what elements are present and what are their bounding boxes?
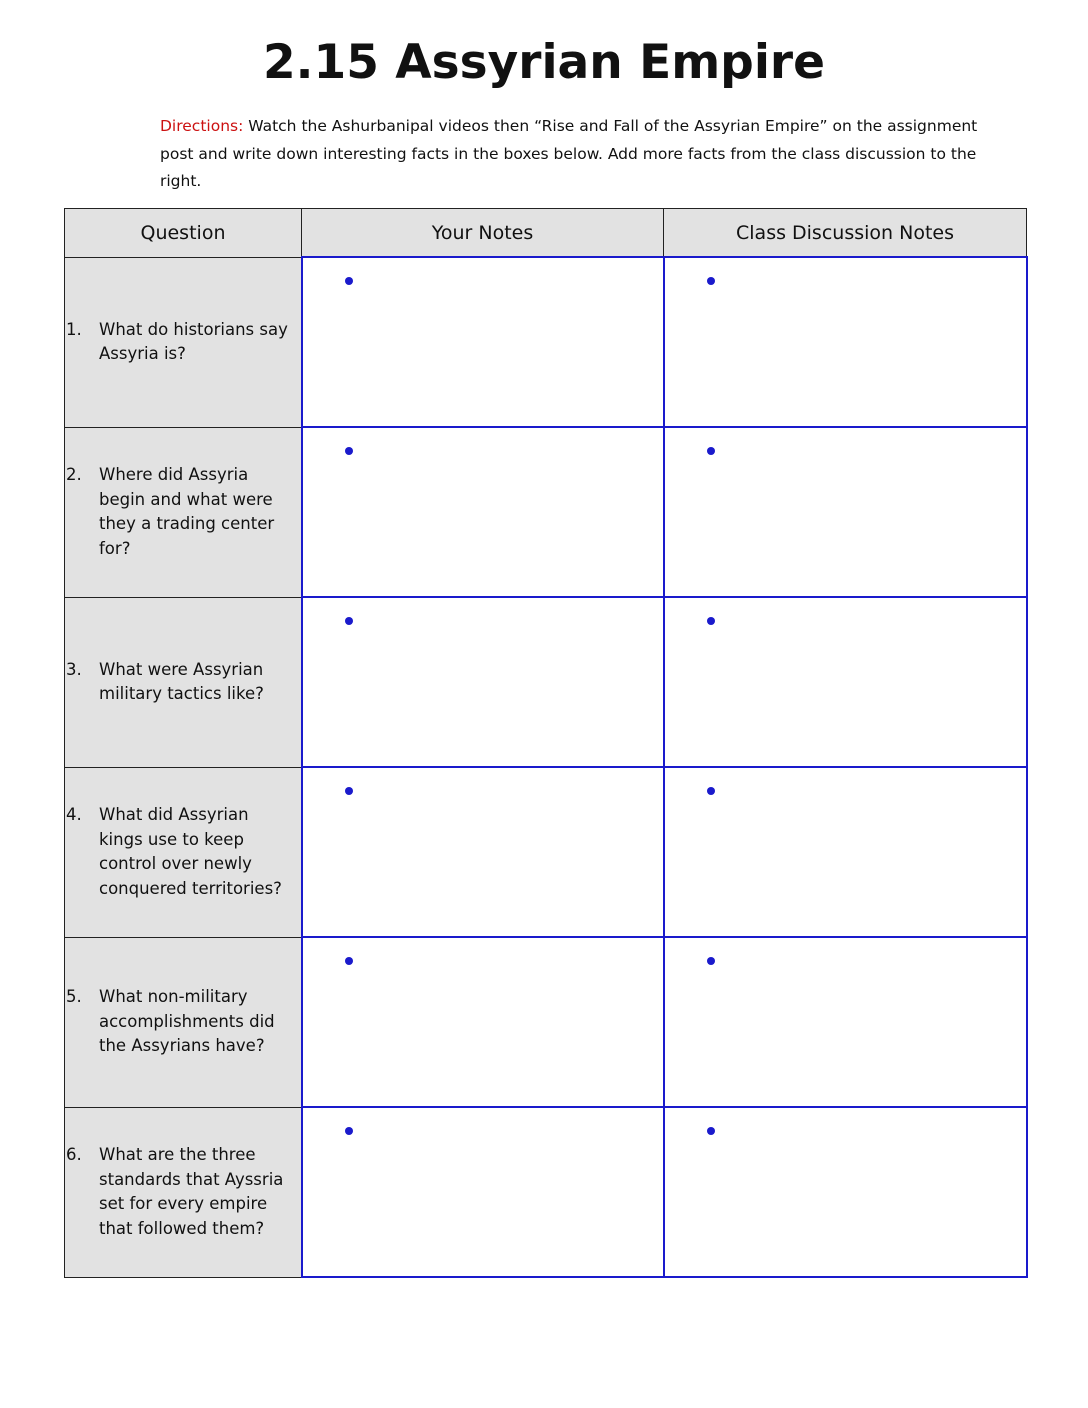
class-discussion-notes-box[interactable] [664,427,1027,597]
question-text: What do historians say Assyria is? [99,319,288,363]
class-discussion-notes-box[interactable] [664,937,1027,1107]
page-title: 2.15 Assyrian Empire [262,35,825,90]
question-text: Where did Assyria begin and what were they a trading center for? [99,465,275,558]
question-text: What non-military accomplishments did the Assyrians have? [99,987,275,1056]
bullet-icon [707,957,715,965]
table-row [65,1107,1027,1277]
question-text: What were Assyrian military tactics like? [99,659,264,703]
question-number: 2. [66,465,82,484]
question-cell [65,427,302,597]
question-cell [65,1107,302,1277]
table-row [65,427,1027,597]
directions-label: Directions: [160,117,244,135]
question-text: What are the three standards that Ayssria set for every empire that followed them? [99,1145,284,1238]
bullet-icon [707,447,715,455]
table-row [65,597,1027,767]
bullet-icon [345,277,353,285]
question-number: 1. [66,319,82,339]
question-cell [65,597,302,767]
bullet-icon [345,957,353,965]
question-text: What did Assyrian kings use to keep control over newly conquered territories? [99,805,282,898]
class-discussion-notes-box[interactable] [664,767,1027,937]
question-number: 6. [66,1145,82,1164]
class-discussion-notes-box[interactable] [664,257,1027,427]
bullet-icon [345,617,353,625]
your-notes-box[interactable] [302,427,664,597]
question-number: 3. [66,659,82,679]
question-cell [65,937,302,1107]
your-notes-box[interactable] [302,937,664,1107]
table-row [65,257,1027,427]
your-notes-box[interactable] [302,767,664,937]
question-cell [65,257,302,427]
table-row [65,937,1027,1107]
question-cell [65,767,302,937]
class-discussion-notes-box[interactable] [664,597,1027,767]
bullet-icon [707,617,715,625]
bullet-icon [345,787,353,795]
directions-text: Watch the Ashurbanipal videos then “Rise and Fall of the Assyrian Empire” on the assignment post and write down interesting facts in the boxes below. Add more facts from the class discussion to the right. [160,117,978,190]
your-notes-box[interactable] [302,1107,664,1277]
header-class-discussion-notes: Class Discussion Notes [664,209,1027,258]
question-number: 5. [66,987,82,1007]
bullet-icon [707,277,715,285]
directions [160,113,1010,196]
bullet-icon [707,787,715,795]
header-question: Question [65,209,302,258]
table-header-row [65,209,1027,258]
your-notes-box[interactable] [302,597,664,767]
bullet-icon [345,1127,353,1135]
worksheet-table [64,208,1028,1278]
bullet-icon [345,447,353,455]
your-notes-box[interactable] [302,257,664,427]
header-your-notes: Your Notes [302,209,664,258]
class-discussion-notes-box[interactable] [664,1107,1027,1277]
table-row [65,767,1027,937]
bullet-icon [707,1127,715,1135]
question-number: 4. [66,805,82,824]
